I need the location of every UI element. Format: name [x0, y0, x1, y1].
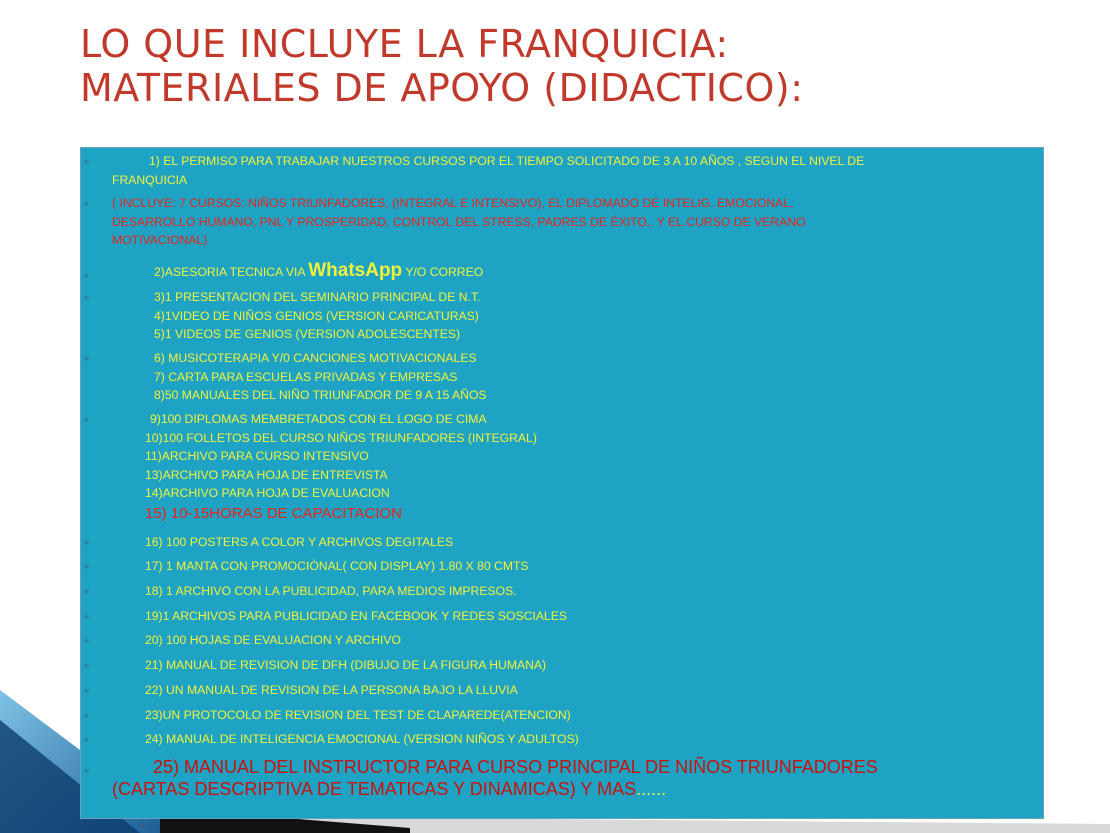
item-1-line-2: FRANQUICIA: [112, 172, 188, 187]
list-item-18: [81, 582, 1031, 601]
item-25-line-1: 25) MANUAL DEL INSTRUCTOR PARA CURSO PRINCIPAL DE NIÑOS TRIUNFADORES: [153, 757, 878, 777]
item-6-line-1: 9)100 DIPLOMAS MEMBRETADOS CON EL LOGO DE CIMA: [150, 412, 487, 426]
bullet-arrow-icon: ▸: [85, 734, 90, 744]
bullet-arrow-icon: ▸: [85, 660, 90, 670]
item-4-line-1: 3)1 PRESENTACION DEL SEMINARIO PRINCIPAL DE N.T.: [154, 290, 481, 304]
item-22-text: 22) UN MANUAL DE REVISION DE LA PERSONA BAJO LA LLUVIA: [145, 683, 518, 697]
slide-title-line-2: MATERIALES DE APOYO (DIDACTICO):: [80, 66, 804, 110]
list-item-16: [81, 533, 1031, 552]
item-19-text: 19)1 ARCHIVOS PARA PUBLICIDAD EN FACEBOOK Y REDES SOSCIALES: [145, 609, 567, 623]
item-2-line-2: DESARROLLO HUMANO, PNL Y PROSPERIDAD, CONTROL DEL STRESS, PADRES DE ÉXITO,. Y EL.CURSO DE VERANO: [112, 214, 806, 229]
bullet-arrow-icon: ▸: [85, 710, 90, 720]
item-6-line-6: 15) 10-15HORAS DE CAPACITACION: [145, 504, 403, 522]
list-item-19: [81, 607, 1031, 626]
list-item-25: [81, 756, 1041, 800]
item-4-line-3: 5)1 VIDEOS DE GENIOS (VERSION ADOLESCENTES): [154, 327, 461, 341]
bullet-arrow-icon: ▸: [85, 156, 90, 166]
bullet-arrow-icon: ▸: [85, 635, 90, 645]
bullet-arrow-icon: ▸: [85, 765, 90, 775]
item-21-text: 21) MANUAL DE REVISION DE DFH (DIBUJO DE LA FIGURA HUMANA): [145, 658, 547, 672]
bullet-arrow-icon: ▸: [85, 537, 90, 547]
item-4-line-2: 4)1VIDEO DE NIÑOS GENIOS (VERSION CARICATURAS): [154, 308, 479, 323]
bullet-arrow-icon: ▸: [85, 561, 90, 571]
bullet-arrow-icon: ▸: [85, 586, 90, 596]
whatsapp-label: WhatsApp: [308, 260, 403, 281]
list-item-1: [81, 152, 1031, 189]
item-20-text: 20) 100 HOJAS DE EVALUACION Y ARCHIVO: [145, 633, 402, 647]
bullet-arrow-icon: ▸: [85, 685, 90, 695]
list-item-22: [81, 681, 1031, 700]
list-item-4: [81, 288, 1031, 344]
item-6-line-5: 14)ARCHIVO PARA HOJA DE EVALUACION: [145, 486, 390, 500]
item-25-line-2: (CARTAS DESCRIPTIVA DE TEMATICAS Y DINAMICAS) Y MAS: [112, 779, 637, 799]
item-5-line-3: 8)50 MANUALES DEL NIÑO TRIUNFADOR DE 9 A 15 AÑOS: [154, 388, 487, 402]
item-16-text: 16) 100 POSTERS A COLOR Y ARCHIVOS DEGITALES: [145, 535, 454, 549]
slide-title-line-1: LO QUE INCLUYE LA FRANQUICIA:: [80, 22, 729, 66]
bullet-arrow-icon: ▸: [85, 414, 90, 424]
item-6-line-4: 13)ARCHIVO PARA HOJA DE ENTREVISTA: [145, 467, 388, 482]
item-3-suffix: Y/O CORREO: [402, 265, 484, 279]
item-2-line-1: ( INCLUYE: 7 CURSOS: NIÑOS TRIUNFADORES, (INTEGRAL E INTENSIVO), EL DIPLOMADO DE INTELIG. EMOCIONAL,: [112, 196, 794, 210]
item-23-text: 23)UN PROTOCOLO DE REVISION DEL TEST DE CLAPAREDE(ATENCION): [145, 708, 571, 722]
list-item-17: [81, 557, 1031, 576]
bullet-arrow-icon: ▸: [85, 292, 90, 302]
bullet-arrow-icon: ▸: [85, 270, 90, 280]
list-item-2: [81, 194, 1031, 250]
bullet-arrow-icon: ▸: [85, 353, 90, 363]
bullet-arrow-icon: ▸: [85, 198, 90, 208]
list-item-5: [81, 349, 1031, 405]
item-6-line-2: 10)100 FOLLETOS DEL CURSO NIÑOS TRIUNFADORES (INTEGRAL): [145, 430, 537, 445]
item-5-line-1: 6) MUSICOTERAPIA Y/0 CANCIONES MOTIVACIONALES: [154, 351, 477, 365]
item-6-line-3: 11)ARCHIVO PARA CURSO INTENSIVO: [145, 449, 369, 463]
list-item-24: [81, 730, 1031, 749]
item-18-text: 18) 1 ARCHIVO CON LA PUBLICIDAD, PARA MEDIOS IMPRESOS.: [145, 584, 517, 598]
list-item-21: [81, 656, 1031, 675]
item-1-line-1: 1) EL PERMISO PARA TRABAJAR NUESTROS CURSOS POR EL TIEMPO SOLICITADO DE 3 A 10 AÑOS , SEGUN EL NIVEL DE: [149, 154, 865, 168]
content-panel: [80, 147, 1044, 819]
list-item-20: [81, 631, 1031, 650]
item-25-ellipsis: ......: [636, 779, 667, 799]
list-item-23: [81, 706, 1031, 725]
list-item-6: [81, 410, 1031, 525]
item-5-line-2: 7) CARTA PARA ESCUELAS PRIVADAS Y EMPRESAS: [154, 369, 458, 384]
small-dot-mark: •: [141, 822, 145, 833]
slide-title: [80, 22, 804, 110]
item-17-text: 17) 1 MANTA CON PROMOCIÒNAL( CON DISPLAY) 1.80 X 80 CMTS: [145, 559, 529, 573]
bullet-arrow-icon: ▸: [85, 611, 90, 621]
item-24-text: 24) MANUAL DE INTELIGENCIA EMOCIONAL (VERSION NIÑOS Y ADULTOS): [145, 732, 579, 746]
list-item-3: [81, 259, 1031, 284]
item-3-prefix: 2)ASESORIA TECNICA VIA: [154, 265, 309, 279]
item-2-line-3: MOTIVACIONAL): [112, 233, 208, 247]
